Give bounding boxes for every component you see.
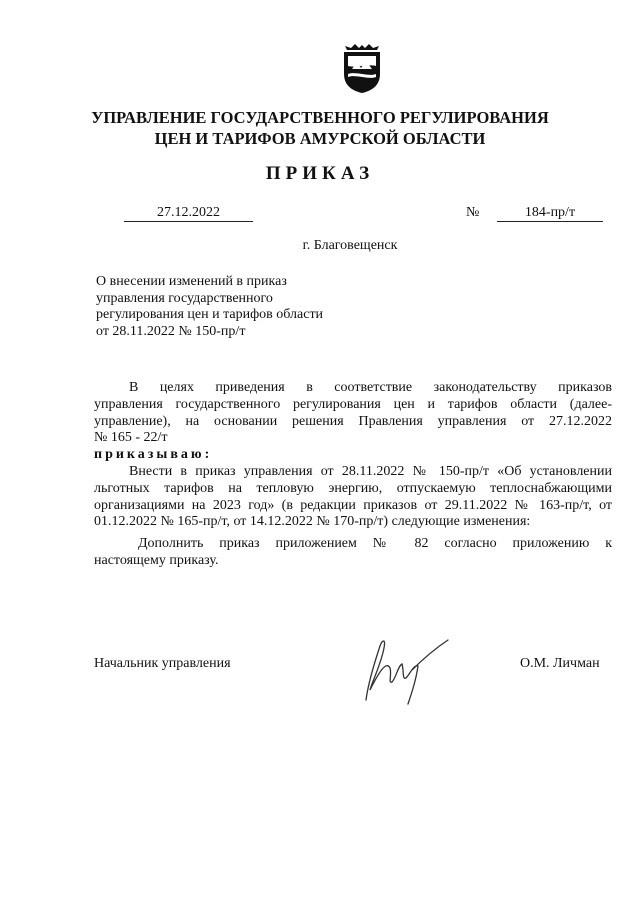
- coat-of-arms-icon: [339, 44, 385, 94]
- signatory-role: Начальник управления: [94, 656, 231, 671]
- paragraph-line: 01.12.2022 № 165-пр/т, от 14.12.2022 № 170-пр/т) следующие изменения:: [94, 514, 531, 530]
- subject-line: управления государственного: [96, 290, 273, 306]
- paragraph-line: № 165 - 22/т: [94, 430, 168, 446]
- city: г. Благовещенск: [302, 238, 398, 253]
- handwritten-signature: [352, 630, 452, 710]
- organization-name-line-2: ЦЕН И ТАРИФОВ АМУРСКОЙ ОБЛАСТИ: [154, 129, 486, 148]
- paragraph-line: управление), на основании решения Правления управления от 27.12.2022: [94, 413, 612, 429]
- paragraph-line: организациями на 2023 год» (в редакции приказов от 29.11.2022 № 163-пр/т, от: [94, 497, 612, 513]
- document-number: 184-пр/т: [497, 205, 603, 222]
- document-date: 27.12.2022: [124, 205, 253, 222]
- amendment-paragraph: [94, 536, 612, 570]
- paragraph-line: льготных тарифов на тепловую энергию, отпускаемую теплоснабжающими: [94, 480, 612, 496]
- paragraph-line: настоящему приказу.: [94, 552, 219, 568]
- paragraph-line: В целях приведения в соответствие законодательству приказов: [129, 380, 612, 395]
- organization-name-line-1: УПРАВЛЕНИЕ ГОСУДАРСТВЕННОГО РЕГУЛИРОВАНИЯ: [91, 108, 549, 127]
- subject-line: регулирования цен и тарифов области: [96, 307, 324, 322]
- paragraph-line: управления государственного регулирования цен и тарифов области (далее-: [94, 396, 612, 412]
- document-subject: [96, 274, 366, 340]
- preamble-paragraph: [94, 380, 612, 447]
- order-word: приказываю:: [94, 447, 213, 462]
- paragraph-line: Внести в приказ управления от 28.11.2022 № 150-пр/т «Об установлении: [129, 464, 612, 479]
- paragraph-line: Дополнить приказ приложением № 82 согласно приложению к: [138, 536, 612, 551]
- number-sign: №: [466, 205, 480, 220]
- subject-line: О внесении изменений в приказ: [96, 274, 287, 289]
- signatory-name: О.М. Личман: [520, 656, 600, 671]
- order-paragraph: [94, 464, 612, 531]
- subject-line: от 28.11.2022 № 150-пр/т: [96, 323, 246, 339]
- document-title: ПРИКАЗ: [265, 163, 375, 184]
